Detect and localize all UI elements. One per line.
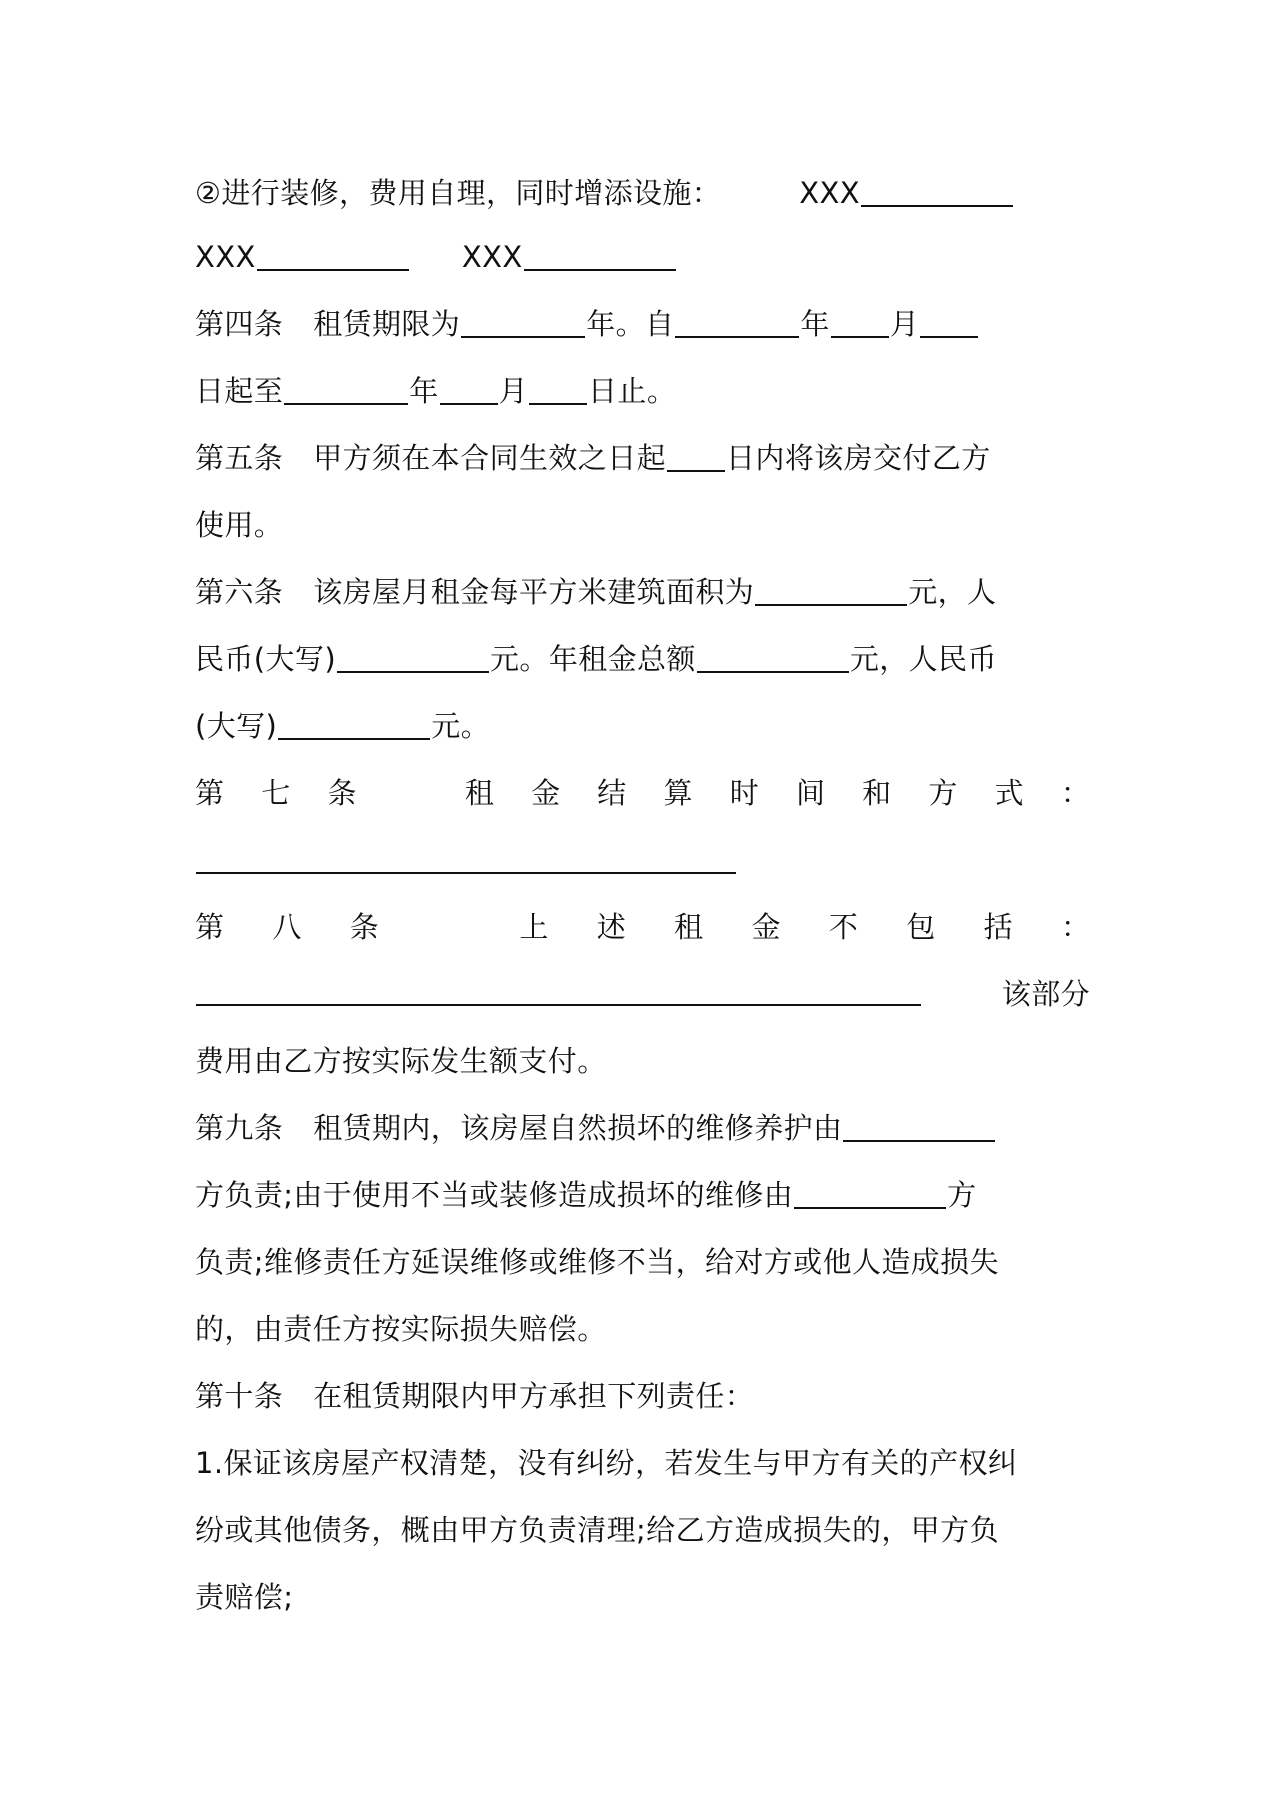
facility-item-1: XXX xyxy=(799,176,861,210)
annual-rent-capital-blank[interactable] xyxy=(278,738,430,740)
clause10-item1-text: 1.保证该房屋产权清楚，没有纠纷，若发生与甲方有关的产权纠 xyxy=(195,1446,1018,1480)
annual-rent-total-blank[interactable] xyxy=(697,671,849,673)
clause4-text: 日止。 xyxy=(588,374,677,408)
clause7-char: ： xyxy=(1060,776,1090,810)
clause7-char: 七 xyxy=(261,776,291,810)
clause4-text: 年 xyxy=(409,374,439,408)
clause4-text: 年 xyxy=(800,307,830,341)
clause8-char: 上 xyxy=(519,910,549,944)
clause8-line3 xyxy=(195,1028,1090,1095)
clause7-char: 间 xyxy=(795,776,825,810)
clause3-item2-line1 xyxy=(195,162,1090,224)
clause10-item1-line2 xyxy=(195,1497,1090,1564)
clause9-line2 xyxy=(195,1162,1090,1229)
clause4-label: 第四条 xyxy=(195,307,284,341)
clause7-char: 方 xyxy=(928,776,958,810)
clause8-char: 条 xyxy=(349,910,379,944)
excluded-fees-blank[interactable] xyxy=(196,1004,921,1006)
clause10-line1 xyxy=(195,1363,1090,1430)
clause8-line2 xyxy=(195,961,1090,1028)
start-day-blank[interactable] xyxy=(920,336,978,338)
clause7-char: 结 xyxy=(597,776,627,810)
blank-field[interactable] xyxy=(524,269,676,271)
clause4-text: 月 xyxy=(498,374,529,408)
clause9-text: 的，由责任方按实际损失赔偿。 xyxy=(195,1312,607,1346)
contract-page xyxy=(195,162,1090,1631)
clause9-text: 租赁期内，该房屋自然损坏的维修养护由 xyxy=(313,1111,843,1145)
clause9-line1 xyxy=(195,1095,1090,1162)
end-month-blank[interactable] xyxy=(440,403,498,405)
clause7-line2 xyxy=(195,827,1090,894)
monthly-rent-per-sqm-blank[interactable] xyxy=(755,604,907,606)
clause8-char: 租 xyxy=(674,910,704,944)
clause10-text: 在租赁期限内甲方承担下列责任： xyxy=(313,1379,755,1413)
clause3-item2-line2 xyxy=(195,224,1090,291)
clause6-text: 元，人 xyxy=(908,575,997,609)
clause9-text: 方负责;由于使用不当或装修造成损坏的维修由 xyxy=(195,1178,794,1212)
lease-years-blank[interactable] xyxy=(461,336,585,338)
clause6-text: 元，人民币 xyxy=(849,642,997,676)
clause6-text: (大写) xyxy=(195,709,278,743)
rent-settlement-blank[interactable] xyxy=(196,872,736,874)
clause4-text: 年。自 xyxy=(586,307,675,341)
blank-field[interactable] xyxy=(257,269,409,271)
clause4-line2 xyxy=(195,358,1090,425)
start-month-blank[interactable] xyxy=(831,336,889,338)
clause7-line1 xyxy=(195,760,1090,827)
clause10-item1-text: 责赔偿; xyxy=(195,1580,294,1614)
clause9-text: 方 xyxy=(947,1178,977,1212)
clause6-text: 该房屋月租金每平方米建筑面积为 xyxy=(313,575,755,609)
clause10-label: 第十条 xyxy=(195,1379,284,1413)
clause7-char: 金 xyxy=(531,776,561,810)
clause9-line4 xyxy=(195,1296,1090,1363)
clause9-text: 负责;维修责任方延误维修或维修不当，给对方或他人造成损失 xyxy=(195,1245,999,1279)
end-year-blank[interactable] xyxy=(284,403,408,405)
clause6-text: 元。年租金总额 xyxy=(490,642,696,676)
clause10-item1-line1 xyxy=(195,1430,1090,1497)
clause5-text: 使用。 xyxy=(195,508,284,542)
clause6-line2 xyxy=(195,626,1090,693)
clause7-char: 和 xyxy=(862,776,892,810)
clause7-char: 租 xyxy=(464,776,494,810)
clause8-char: 包 xyxy=(906,910,936,944)
clause5-line1 xyxy=(195,425,1090,492)
clause7-char: 算 xyxy=(663,776,693,810)
clause5-text: 日内将该房交付乙方 xyxy=(726,441,991,475)
clause4-text: 日起至 xyxy=(195,374,284,408)
clause3-item2-text: ②进行装修，费用自理，同时增添设施： xyxy=(195,176,722,210)
misuse-damage-party-blank[interactable] xyxy=(794,1207,946,1209)
clause5-label: 第五条 xyxy=(195,441,284,475)
end-day-blank[interactable] xyxy=(529,403,587,405)
start-year-blank[interactable] xyxy=(675,336,799,338)
clause4-line1 xyxy=(195,291,1090,358)
clause6-text: 民币(大写) xyxy=(195,642,337,676)
clause5-line2 xyxy=(195,492,1090,559)
clause8-char: 八 xyxy=(272,910,302,944)
clause7-char: 第 xyxy=(195,776,225,810)
clause9-line3 xyxy=(195,1229,1090,1296)
clause4-text: 租赁期限为 xyxy=(313,307,461,341)
clause8-char: ： xyxy=(1060,910,1090,944)
clause7-char: 式 xyxy=(994,776,1024,810)
monthly-rent-capital-blank[interactable] xyxy=(337,671,489,673)
clause4-text: 月 xyxy=(889,307,920,341)
clause7-char: 条 xyxy=(327,776,357,810)
clause5-text: 甲方须在本合同生效之日起 xyxy=(313,441,667,475)
facility-item-3: XXX xyxy=(461,240,523,274)
clause8-line1 xyxy=(195,894,1090,961)
clause6-label: 第六条 xyxy=(195,575,284,609)
clause8-char: 括 xyxy=(983,910,1013,944)
clause7-char: 时 xyxy=(729,776,759,810)
clause10-item1-line3 xyxy=(195,1564,1090,1631)
blank-field[interactable] xyxy=(861,205,1013,207)
clause8-char: 不 xyxy=(828,910,858,944)
clause8-text: 费用由乙方按实际发生额支付。 xyxy=(195,1044,607,1078)
clause6-line3 xyxy=(195,693,1090,760)
clause6-text: 元。 xyxy=(431,709,491,743)
delivery-days-blank[interactable] xyxy=(667,470,725,472)
clause9-label: 第九条 xyxy=(195,1111,284,1145)
clause8-char: 金 xyxy=(751,910,781,944)
facility-item-2: XXX xyxy=(195,240,256,274)
clause8-char: 述 xyxy=(596,910,626,944)
clause6-line1 xyxy=(195,559,1090,626)
clause8-text: 该部分 xyxy=(1001,977,1090,1011)
clause8-char: 第 xyxy=(195,910,225,944)
natural-damage-party-blank[interactable] xyxy=(843,1140,995,1142)
clause10-item1-text: 纷或其他债务，概由甲方负责清理;给乙方造成损失的，甲方负 xyxy=(195,1513,999,1547)
